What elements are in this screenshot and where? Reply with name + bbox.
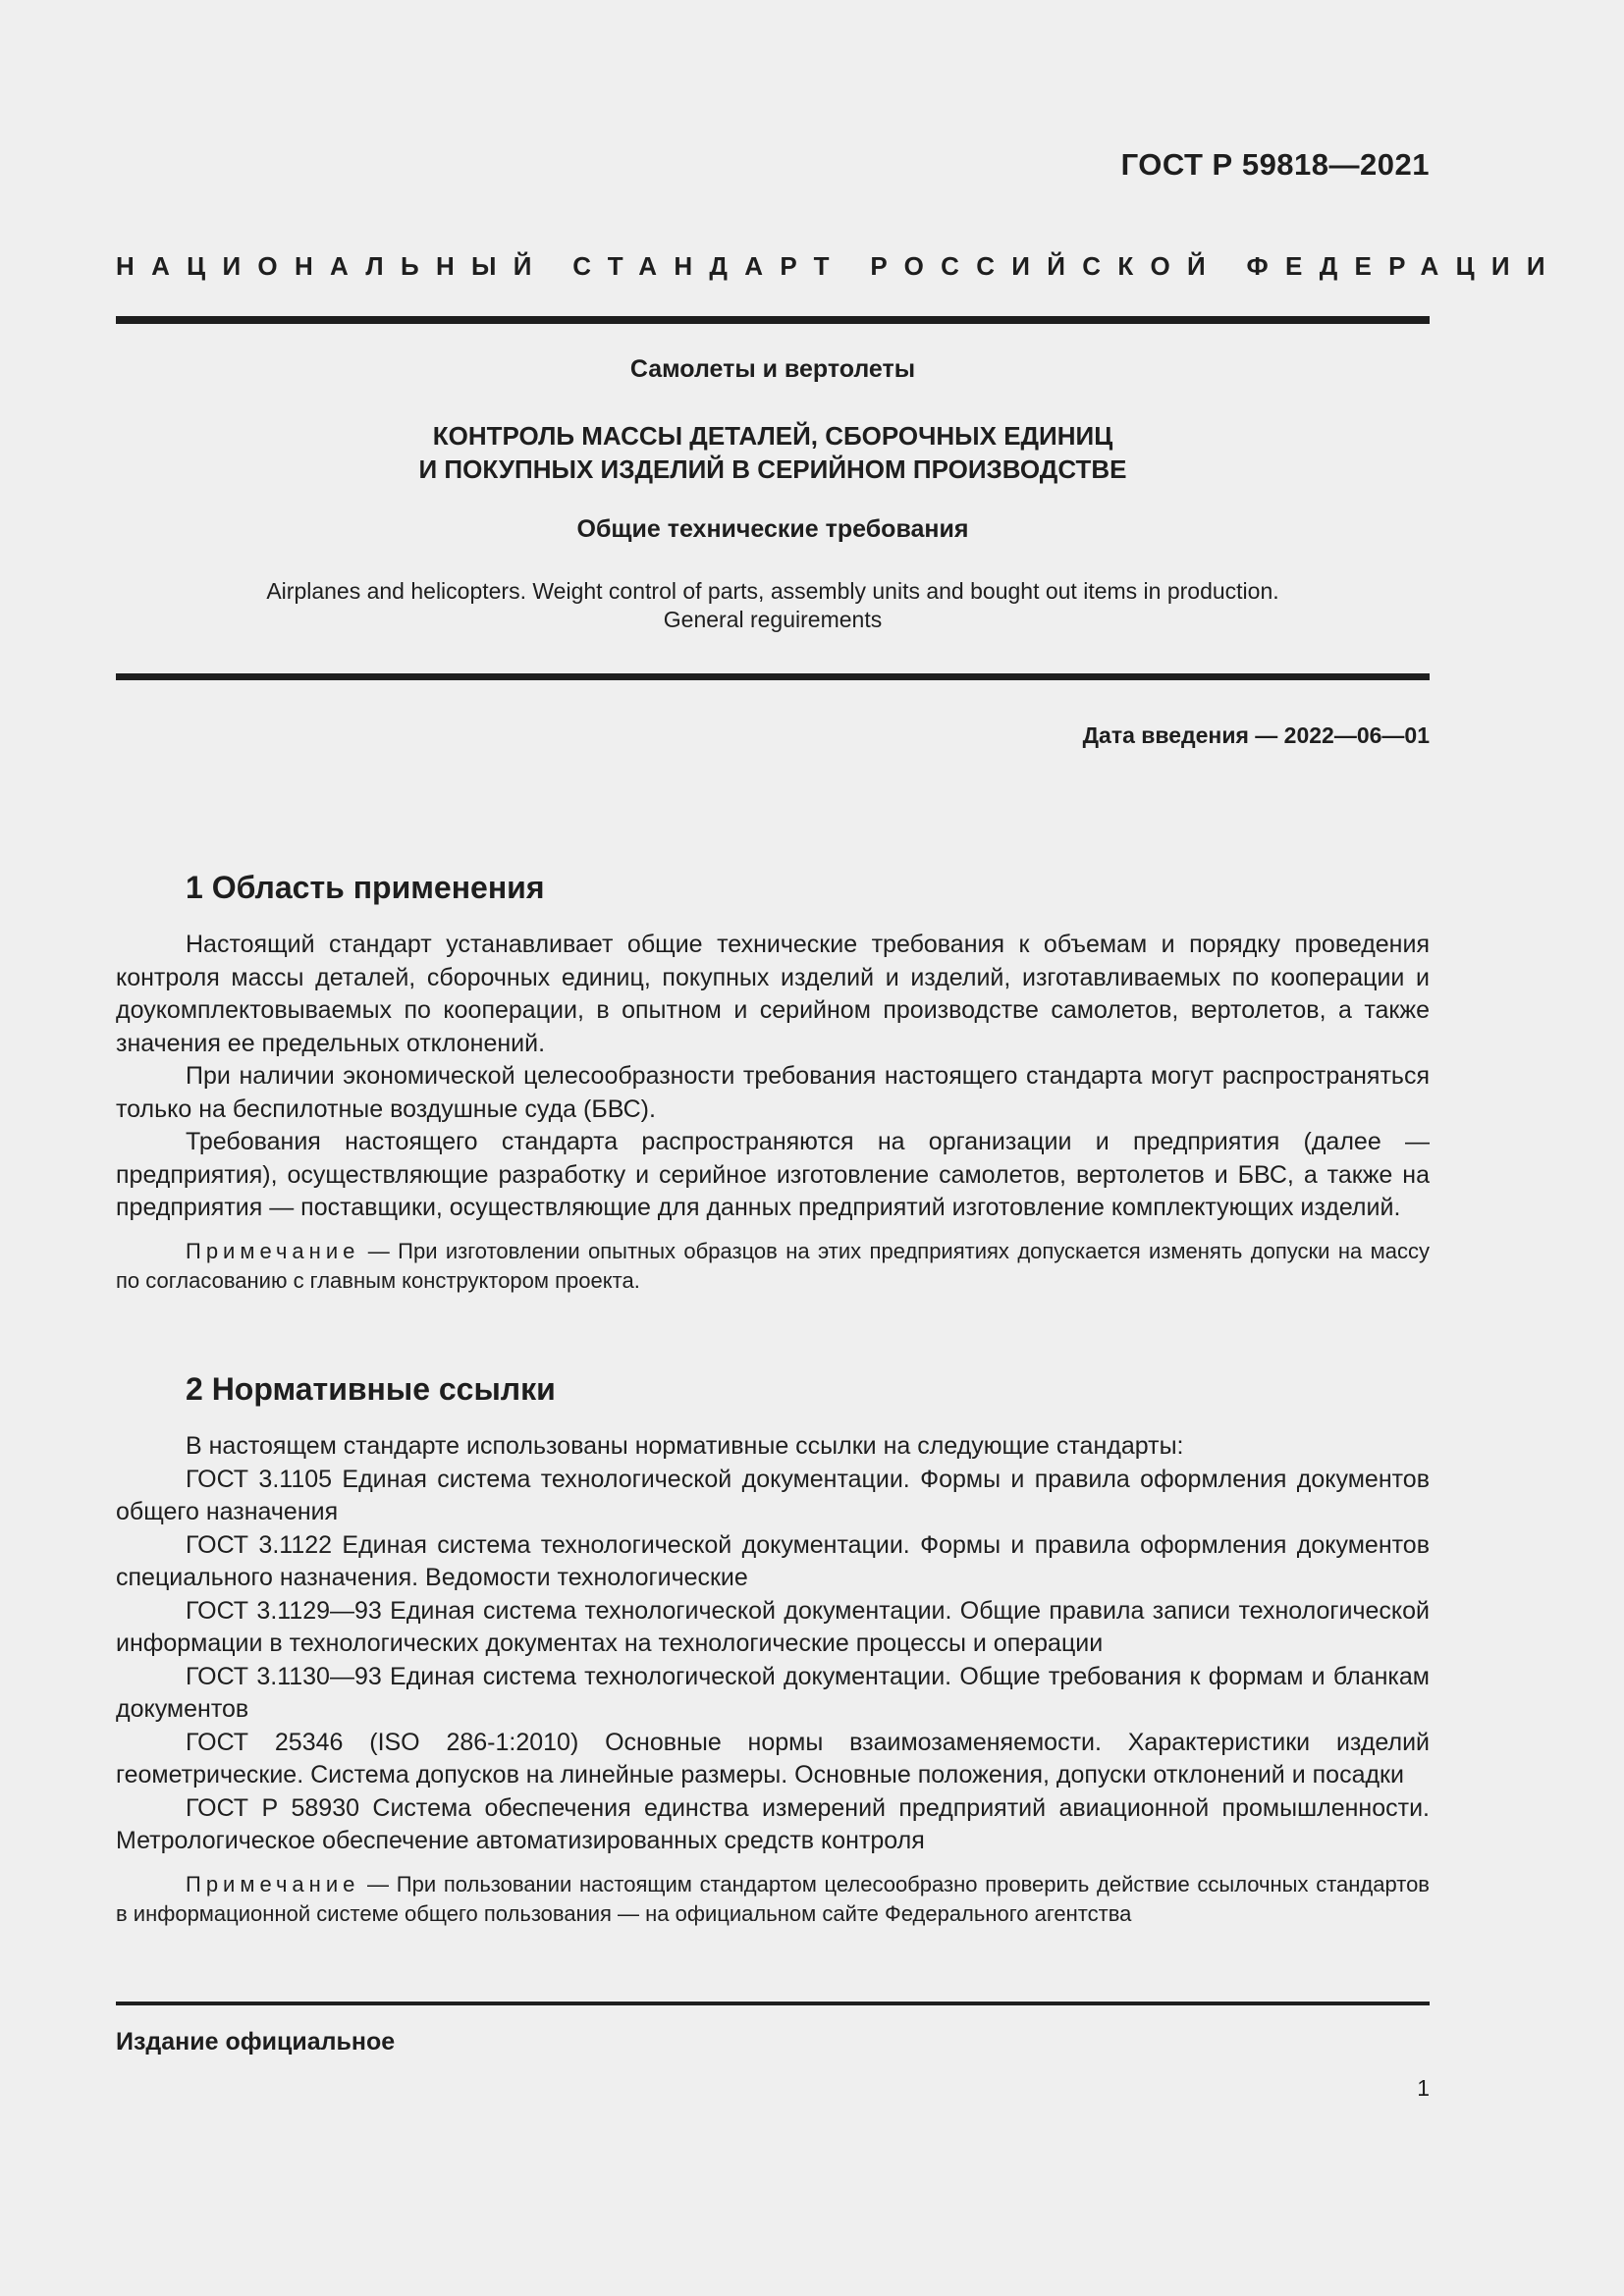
top-divider (116, 316, 1430, 324)
standard-category: Самолеты и вертолеты (629, 355, 916, 383)
page-number: 1 (1417, 2075, 1430, 2101)
introduction-date: Дата введения — 2022—06—01 (1082, 722, 1430, 748)
section-heading: 2 Нормативные ссылки (186, 1371, 556, 1407)
standard-subtitle: Общие технические требования (576, 515, 969, 543)
reference-item: ГОСТ Р 58930 Система обеспечения единства измерений предприятий авиационной промышленности. Метрологическое обеспечение автоматизированных средств контроля (116, 1793, 1430, 1854)
standard-title-line-2: И ПОКУПНЫХ ИЗДЕЛИЙ В СЕРИЙНОМ ПРОИЗВОДСТВЕ (418, 454, 1127, 484)
standard-title-line-1: КОНТРОЛЬ МАССЫ ДЕТАЛЕЙ, СБОРОЧНЫХ ЕДИНИЦ (432, 421, 1113, 451)
reference-item: ГОСТ 3.1105 Единая система технологической документации. Формы и правила оформления документов общего назначения (116, 1465, 1430, 1525)
english-title-line-2: General reguirements (663, 607, 883, 632)
footer-divider (116, 2002, 1430, 2005)
document-number: ГОСТ Р 59818—2021 (1120, 147, 1430, 182)
title-divider (116, 673, 1430, 680)
note (116, 1237, 1430, 1296)
reference-item: ГОСТ 25346 (ISO 286-1:2010) Основные нормы взаимозаменяемости. Характеристики изделий геометрические. Система допусков на линейные размеры. Основные положения, допуски отклонений и посадки (116, 1728, 1430, 1789)
section-normative-references (116, 1369, 1430, 1929)
reference-item: ГОСТ 3.1130—93 Единая система технологической документации. Общие требования к формам и бланкам документов (116, 1662, 1430, 1723)
paragraph: При наличии экономической целесообразности требования настоящего стандарта могут распространяться только на беспилотные воздушные суда (БВС). (116, 1062, 1430, 1123)
edition-label: Издание официальное (116, 2028, 396, 2056)
reference-item: ГОСТ 3.1129—93 Единая система технологической документации. Общие правила записи технологической информации в технологических документах на технологические процессы и операции (116, 1596, 1430, 1657)
note (116, 1870, 1430, 1929)
paragraph: Требования настоящего стандарта распространяются на организации и предприятия (далее — предприятия), осуществляющие разработку и серийное изготовление самолетов, вертолетов и БВС, а также на предприятия — поставщики, осуществляющие для данных предприятий изготовление комплектующих изделий. (116, 1128, 1430, 1221)
paragraph: В настоящем стандарте использованы нормативные ссылки на следующие стандарты: (186, 1432, 1184, 1460)
paragraph: Настоящий стандарт устанавливает общие технические требования к объемам и порядку проведения контроля массы деталей, сборочных единиц, покупных изделий и изделий, изготавливаемых по кооперации и доукомплектовываемых по кооперации, в опытном и серийном производстве самолетов, вертолетов, а также значения ее предельных отклонений. (116, 931, 1430, 1057)
section-scope (116, 868, 1430, 1296)
section-heading: 1 Область применения (186, 870, 545, 905)
reference-item: ГОСТ 3.1122 Единая система технологической документации. Формы и правила оформления документов специального назначения. Ведомости технологические (116, 1530, 1430, 1591)
english-title (116, 577, 1430, 634)
note-text: — При изготовлении опытных образцов на этих предприятиях допускается изменять допуски на массу по согласованию с главным конструктором проекта. (116, 1238, 1430, 1293)
note-text: — При пользовании настоящим стандартом целесообразно проверить действие ссылочных стандартов в информационной системе общего пользования — на официальном сайте Федерального агентства (116, 1871, 1430, 1926)
note-label: Примечание (186, 1871, 360, 1896)
note-label: Примечание (186, 1238, 360, 1263)
national-standard-header: НАЦИОНАЛЬНЫЙ СТАНДАРТ РОССИЙСКОЙ ФЕДЕРАЦИИ (116, 251, 1562, 281)
english-title-line-1: Airplanes and helicopters. Weight control of parts, assembly units and bought out items in production. (266, 578, 1279, 604)
standard-title (116, 419, 1430, 486)
